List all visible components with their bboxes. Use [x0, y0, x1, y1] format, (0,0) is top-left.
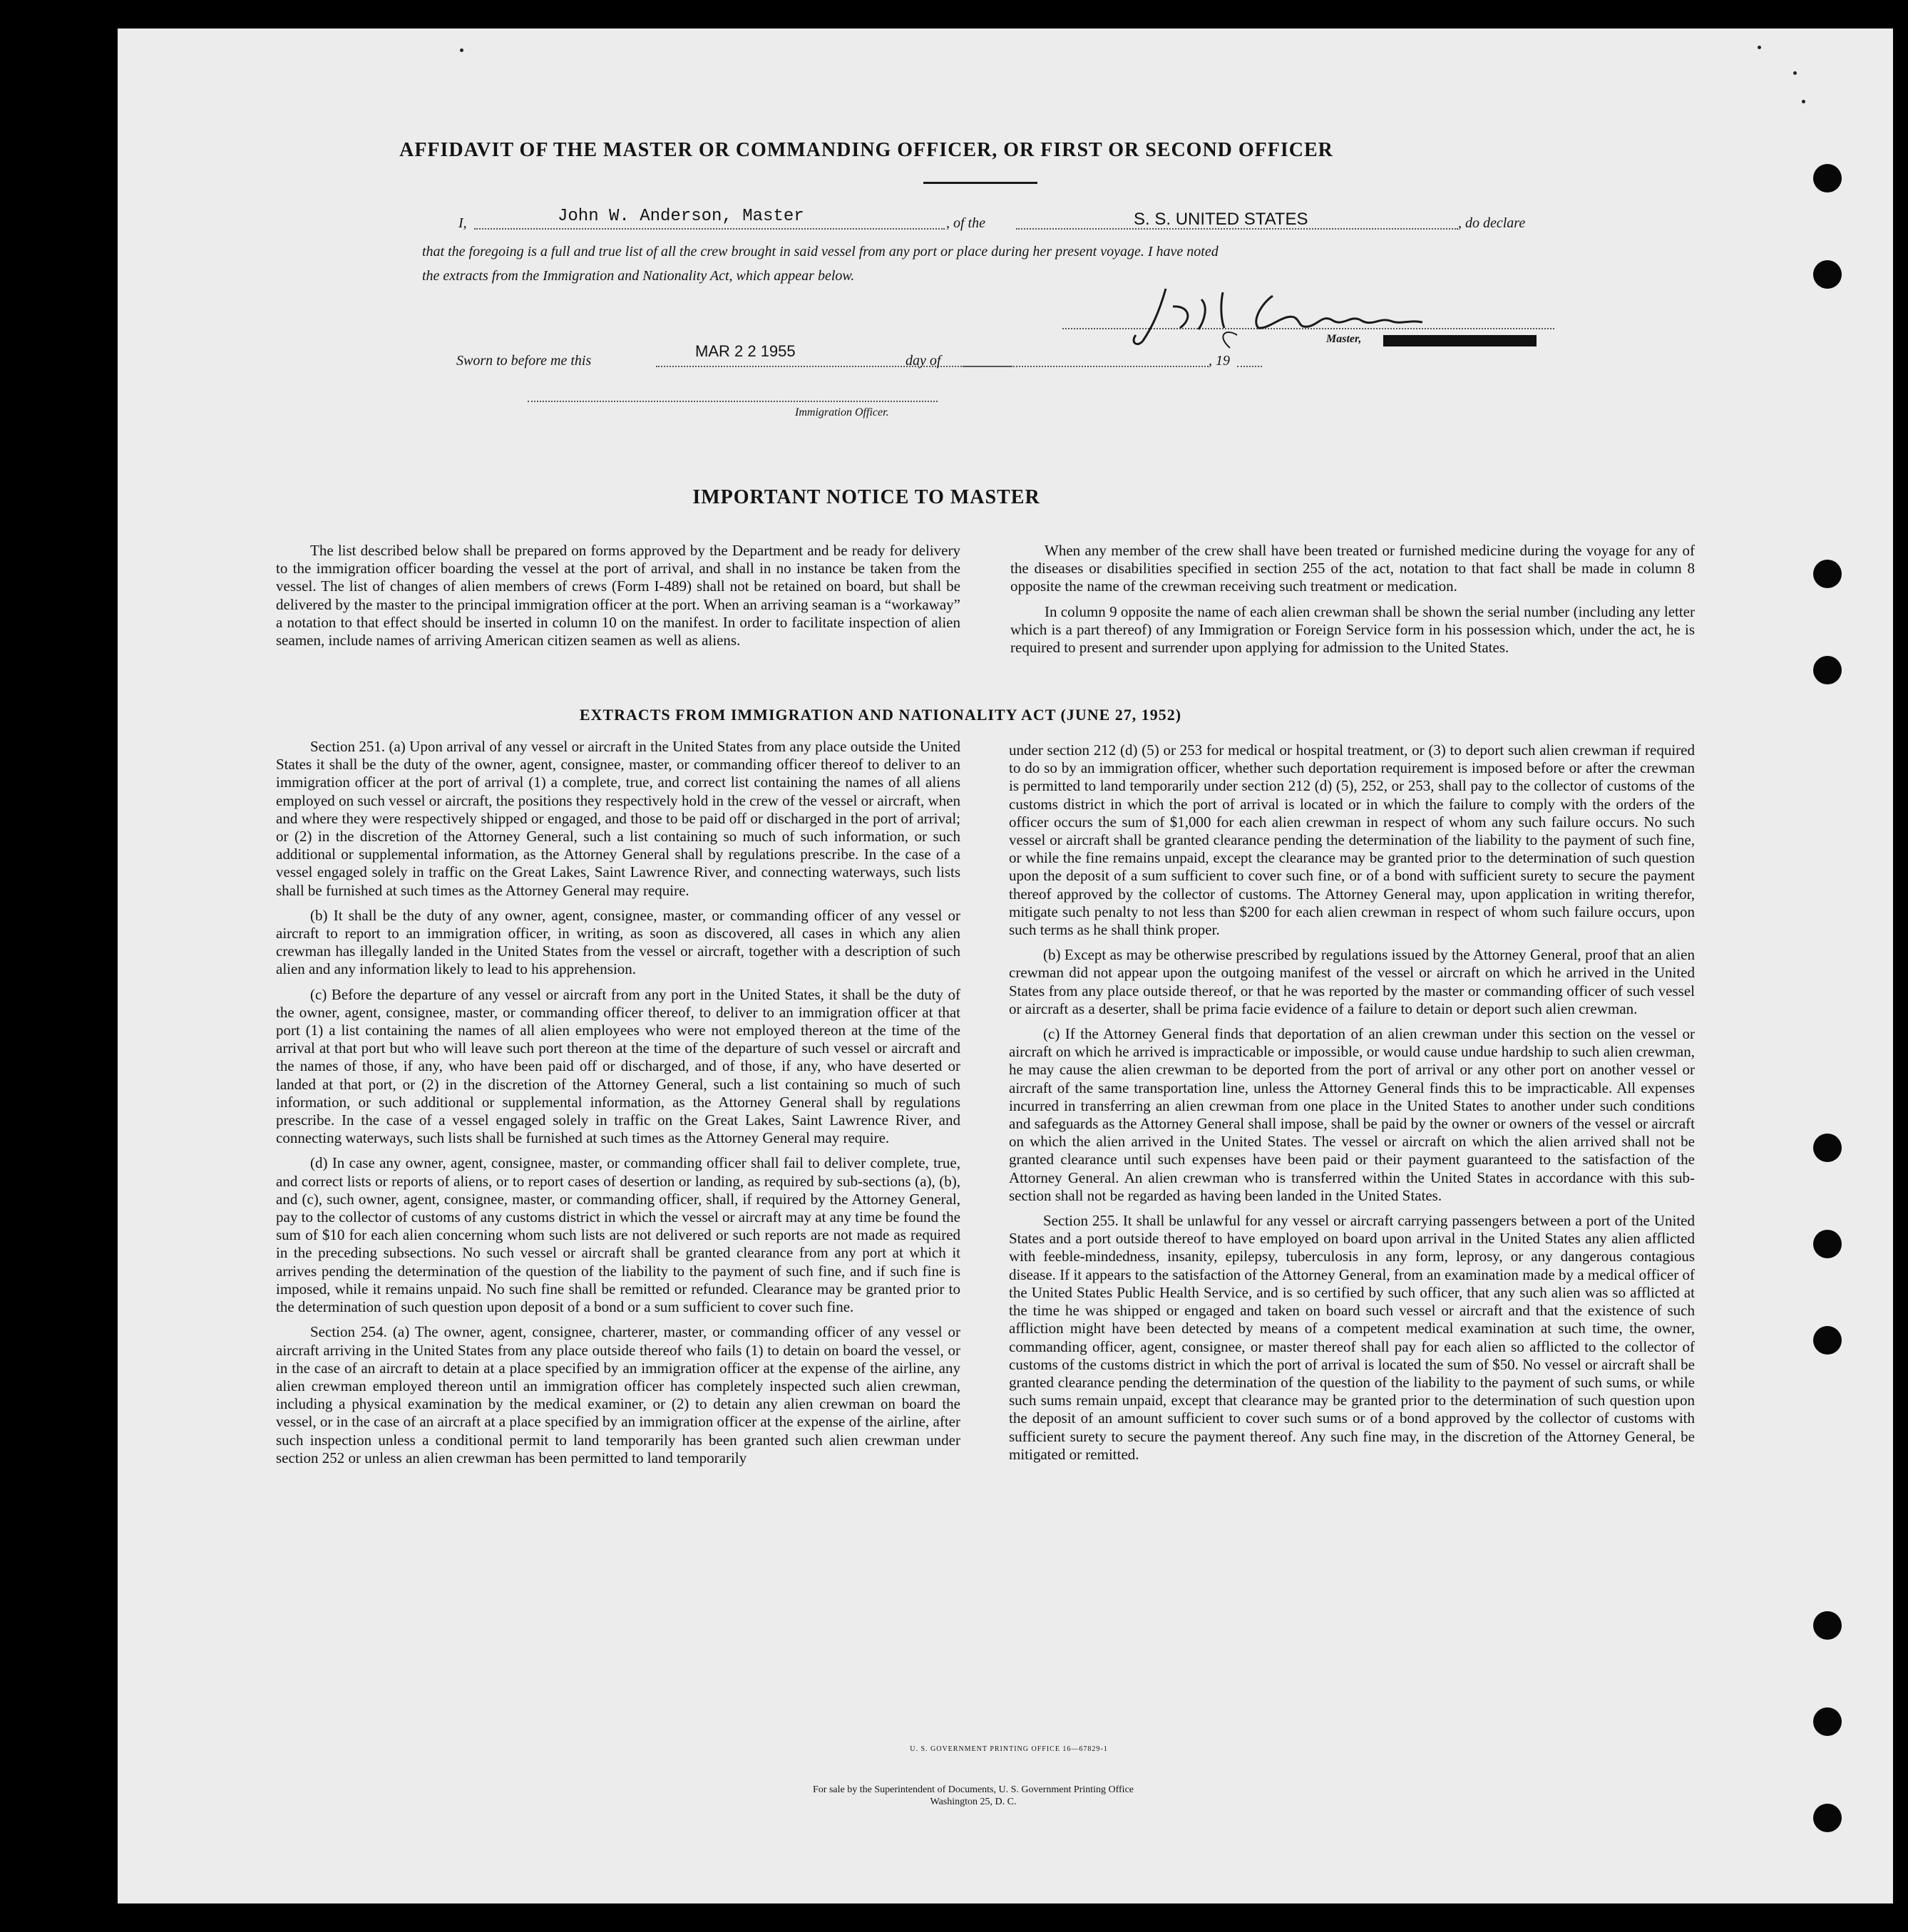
punch-hole	[1813, 1804, 1842, 1832]
extracts-title: EXTRACTS FROM IMMIGRATION AND NATIONALITY ACT (JUNE 27, 1952)	[579, 706, 1182, 724]
section-254-a: Section 254. (a) The owner, agent, consignee, charterer, master, or commanding officer of any vessel or aircraft arriving in the United States from any place outside thereof who fails (1) to detain on board the vessel, or in the case of an aircraft to detain at a place specified by an immigration officer at the expense of the airline, any alien crewman employed thereon until an immigration officer has completely inspected such alien crewman, including a physical examination by the medical examiner, or (2) to detain any alien crewman on board the vessel, or in the case of an aircraft at a place specified by an immigration officer at the expense of the airline, after such inspection unless a conditional permit to land temporarily has been granted such alien crewman under section 252 or unless an alien crewman has been permitted to land temporarily	[276, 1323, 960, 1466]
punch-hole	[1813, 1230, 1842, 1258]
punch-hole	[1813, 560, 1842, 588]
redaction-bar	[1383, 335, 1537, 346]
printing-office-imprint: U. S. GOVERNMENT PRINTING OFFICE 16—67829-1	[910, 1745, 1108, 1753]
speck	[1758, 46, 1761, 49]
punch-hole	[1813, 164, 1842, 192]
for-sale-line-1: For sale by the Superintendent of Documents, U. S. Government Printing Office	[813, 1784, 1134, 1795]
notice-left-paragraph: The list described below shall be prepared on forms approved by the Department and be ready for delivery to the immigration officer boarding the vessel at the port of arrival, and shall in no instance be taken from the vessel. The list of changes of alien members of crews (Form I-489) shall not be retained on board, but shall be delivered by the master to the principal immigration officer at the port. When an arriving seaman is a “workaway” a notation to that effect should be inserted in column 10 on the manifest. In order to facilitate inspection of alien seamen, include names of arriving American citizen seamen as well as aliens.	[276, 542, 960, 649]
sworn-label: Sworn to before me this	[456, 353, 592, 369]
label-do-declare: , do declare	[1458, 215, 1526, 231]
notice-right-column	[1010, 542, 1695, 657]
declaration-line-2: the extracts from the Immigration and Nationality Act, which appear below.	[422, 268, 855, 284]
label-i: I,	[458, 215, 467, 231]
punch-hole	[1813, 260, 1842, 289]
affidavit-title: AFFIDAVIT OF THE MASTER OR COMMANDING OFFICER, OR FIRST OR SECOND OFFICER	[399, 139, 1333, 161]
document-page	[118, 29, 1893, 1903]
section-254-b: (b) Except as may be otherwise prescribed by regulations issued by the Attorney General, proof that an alien crewman did not appear upon the outgoing manifest of the vessel or aircraft on which he arrived in the United States from any place outside thereof, or that he was reported by the master or commanding officer of such vessel or aircraft as a deserter, shall be prima facie evidence of a failure to detain or deport such alien crewman.	[1009, 946, 1695, 1017]
speck	[1793, 71, 1797, 75]
section-255: Section 255. It shall be unlawful for any vessel or aircraft carrying passengers between a port of the United States and a port outside thereof to have employed on board upon arrival in the United States any alien afflicted with feeble-mindedness, insanity, epilepsy, tuberculosis in any form, leprosy, or any dangerous contagious disease. If it appears to the satisfaction of the Attorney General, from an examination made by a medical officer of the United States Public Health Service, and is so certified by such officer, that any such alien was so afflicted at the time he was shipped or engaged and taken on board such vessel or aircraft and that the existence of such affliction might have been detected by means of a competent medical examination at such time, the owner, commanding officer, agent, consignee, or master thereof shall pay for each alien so afflicted to the collector of customs of the customs district in which the port of arrival is located the sum of $50. No vessel or aircraft shall be granted clearance pending the determination of the question of the liability to the payment of such sums, or while such sums remain unpaid, except that clearance may be granted prior to the determination of such question upon the deposit of an amount sufficient to cover such sums or of a bond approved by the collector of customs with sufficient surety to secure the payment thereof. Any such fine may, in the discretion of the Attorney General, be mitigated or remitted.	[1009, 1212, 1695, 1463]
sworn-date-stamp[interactable]: MAR 2 2 1955	[695, 342, 796, 360]
day-of-label: day of	[906, 353, 941, 369]
master-label: Master,	[1326, 333, 1362, 345]
punch-hole	[1813, 1611, 1842, 1640]
sworn-year-line	[1237, 366, 1262, 367]
notice-title: IMPORTANT NOTICE TO MASTER	[692, 486, 1040, 508]
extracts-right-column	[1009, 741, 1695, 1464]
master-name-line	[474, 228, 945, 230]
sworn-day-line	[656, 366, 1012, 367]
extracts-left-column	[276, 738, 960, 1467]
section-254-c: (c) If the Attorney General finds that deportation of an alien crewman under this section on the vessel or aircraft on which he arrived is impracticable or impossible, or would cause undue hardship to such alien crewman, he may cause the alien crewman to be deported from the port of arrival or any other port on another vessel or aircraft of the same transportation line, unless the Attorney General finds this to be impracticable. All expenses incurred in transferring an alien crewman from one place in the United States to another under such conditions and safeguards as the Attorney General shall impose, shall be paid by the owner or owners of the vessel or aircraft on which the alien arrived in the United States. The vessel or aircraft on which the alien arrived shall not be granted clearance until such expenses have been paid or their payment guaranteed to the satisfaction of the Attorney General. An alien crewman who is transferred within the United States in accordance with this sub-section shall not be regarded as having been landed in the United States.	[1009, 1025, 1695, 1204]
punch-hole	[1813, 656, 1842, 684]
section-251-a: Section 251. (a) Upon arrival of any vessel or aircraft in the United States from any place outside the United States it shall be the duty of the owner, agent, consignee, master, or commanding officer thereof to deliver to an immigration officer at the port of arrival (1) a complete, true, and correct list containing the names of all aliens employed on such vessel or aircraft, the positions they respectively hold in the crew of the vessel or aircraft, when and where they were respectively shipped or engaged, and those to be paid off or discharged in the port of arrival; or (2) in the discretion of the Attorney General, such a list containing so much of such information, or such additional or supplemental information, as the Attorney General shall by regulations prescribe. In the case of a vessel engaged solely in traffic on the Great Lakes, Saint Lawrence River, and connecting waterways, such lists shall be furnished at such times as the Attorney General may require.	[276, 738, 960, 899]
vessel-name-field[interactable]: S. S. UNITED STATES	[1134, 210, 1308, 229]
year-label: , 19	[1209, 353, 1230, 369]
punch-hole	[1813, 1326, 1842, 1355]
immigration-officer-line	[528, 401, 938, 402]
master-name-field[interactable]: John W. Anderson, Master	[558, 207, 804, 226]
notice-right-paragraph-1: When any member of the crew shall have been treated or furnished medicine during the voyage for any of the diseases or disabilities specified in section 255 of the act, notation to that fact shall be made in column 8 opposite the name of the crewman receiving such treatment or medication.	[1010, 542, 1695, 595]
notice-left-column	[276, 542, 960, 649]
notice-right-paragraph-2: In column 9 opposite the name of each alien crewman shall be shown the serial number (including any letter which is a part thereof) of any Immigration or Foreign Service form in his possession which, under the act, he is required to present and surrender upon applying for admission to the United States.	[1010, 602, 1695, 657]
section-251-b: (b) It shall be the duty of any owner, agent, consignee, master, or commanding officer of any vessel or aircraft to report to an immigration officer, in writing, as soon as discovered, all cases in which any alien crewman has illegally landed in the United States from the vessel or aircraft, together with a description of such alien and any information likely to lead to his apprehension.	[276, 906, 960, 978]
punch-hole	[1813, 1134, 1842, 1162]
declaration-line-1: that the foregoing is a full and true list of all the crew brought in said vessel from any port or place during her present voyage. I have noted	[422, 244, 1219, 260]
label-of-the: , of the	[946, 215, 985, 231]
punch-hole	[1813, 1707, 1842, 1736]
title-rule	[923, 182, 1037, 184]
speck	[1802, 100, 1805, 103]
section-251-d: (d) In case any owner, agent, consignee, master, or commanding officer shall fail to deliver complete, true, and correct lists or reports of aliens, or to report cases of desertion or landing, as required by sub-sections (a), (b), and (c), such owner, agent, consignee, master, or commanding officer, shall, if required by the Attorney General, pay to the collector of customs of any customs district in which the vessel or aircraft may at any time be found the sum of $10 for each alien concerning whom such lists are not delivered or such reports are not made as required in the preceding subsections. No such vessel or aircraft shall be granted clearance from any port at which it arrives pending the determination of the question of the liability to the payment of such fine, and if such fine is imposed, while it remains unpaid. No such fine shall be remitted or refunded. Clearance may be granted prior to the determination of such question upon deposit of a bond or a sum sufficient to cover such fine.	[276, 1154, 960, 1316]
speck	[460, 48, 463, 52]
for-sale-line-2: Washington 25, D. C.	[930, 1797, 1017, 1807]
section-251-c: (c) Before the departure of any vessel or aircraft from any port in the United States, it shall be the duty of the owner, agent, consignee, master, or commanding officer thereof, to deliver to an immigration officer at that port (1) a list containing the names of all alien employees who were not employed thereon at the time of the arrival at that port but who will leave such port thereon at the time of the departure of such vessel or aircraft and the names of those, if any, who have been paid off or discharged, and of those, if any, who have deserted or landed at that port, or (2) in the discretion of the Attorney General, such a list containing so much of such information, or such additional or supplemental information, as the Attorney General shall by regulations prescribe. In the case of a vessel engaged solely in traffic on the Great Lakes, Saint Lawrence River, and connecting waterways, such lists shall be furnished at such times as the Attorney General may require.	[276, 985, 960, 1147]
section-254-a-continued: under section 212 (d) (5) or 253 for medical or hospital treatment, or (3) to deport such alien crewman if required to do so by an immigration officer, whether such deportation requirement is imposed before or after the crewman is permitted to land temporarily under section 212 (d) (5), 252, or 253, shall pay to the collector of customs of the customs district in which the port of arrival is located or in which the failure to comply with the orders of the officer occurs the sum of $1,000 for each alien crewman in respect of whom any such failure occurs. No such vessel or aircraft shall be granted clearance pending the determination of the liability to the payment of such fine, or while the fine remains unpaid, except the clearance may be granted prior to the determination of such question upon the deposit of a sum sufficient to cover such fine, or of a bond with sufficient surety to secure the payment thereof approved by the collector of customs. The Attorney General may, upon application in writing therefor, mitigate such penalty to not less than $200 for each alien crewman in respect of whom such failure occurs, upon such terms as he shall think proper.	[1009, 741, 1695, 939]
immigration-officer-label: Immigration Officer.	[795, 406, 889, 418]
sworn-month-line	[963, 366, 1209, 367]
